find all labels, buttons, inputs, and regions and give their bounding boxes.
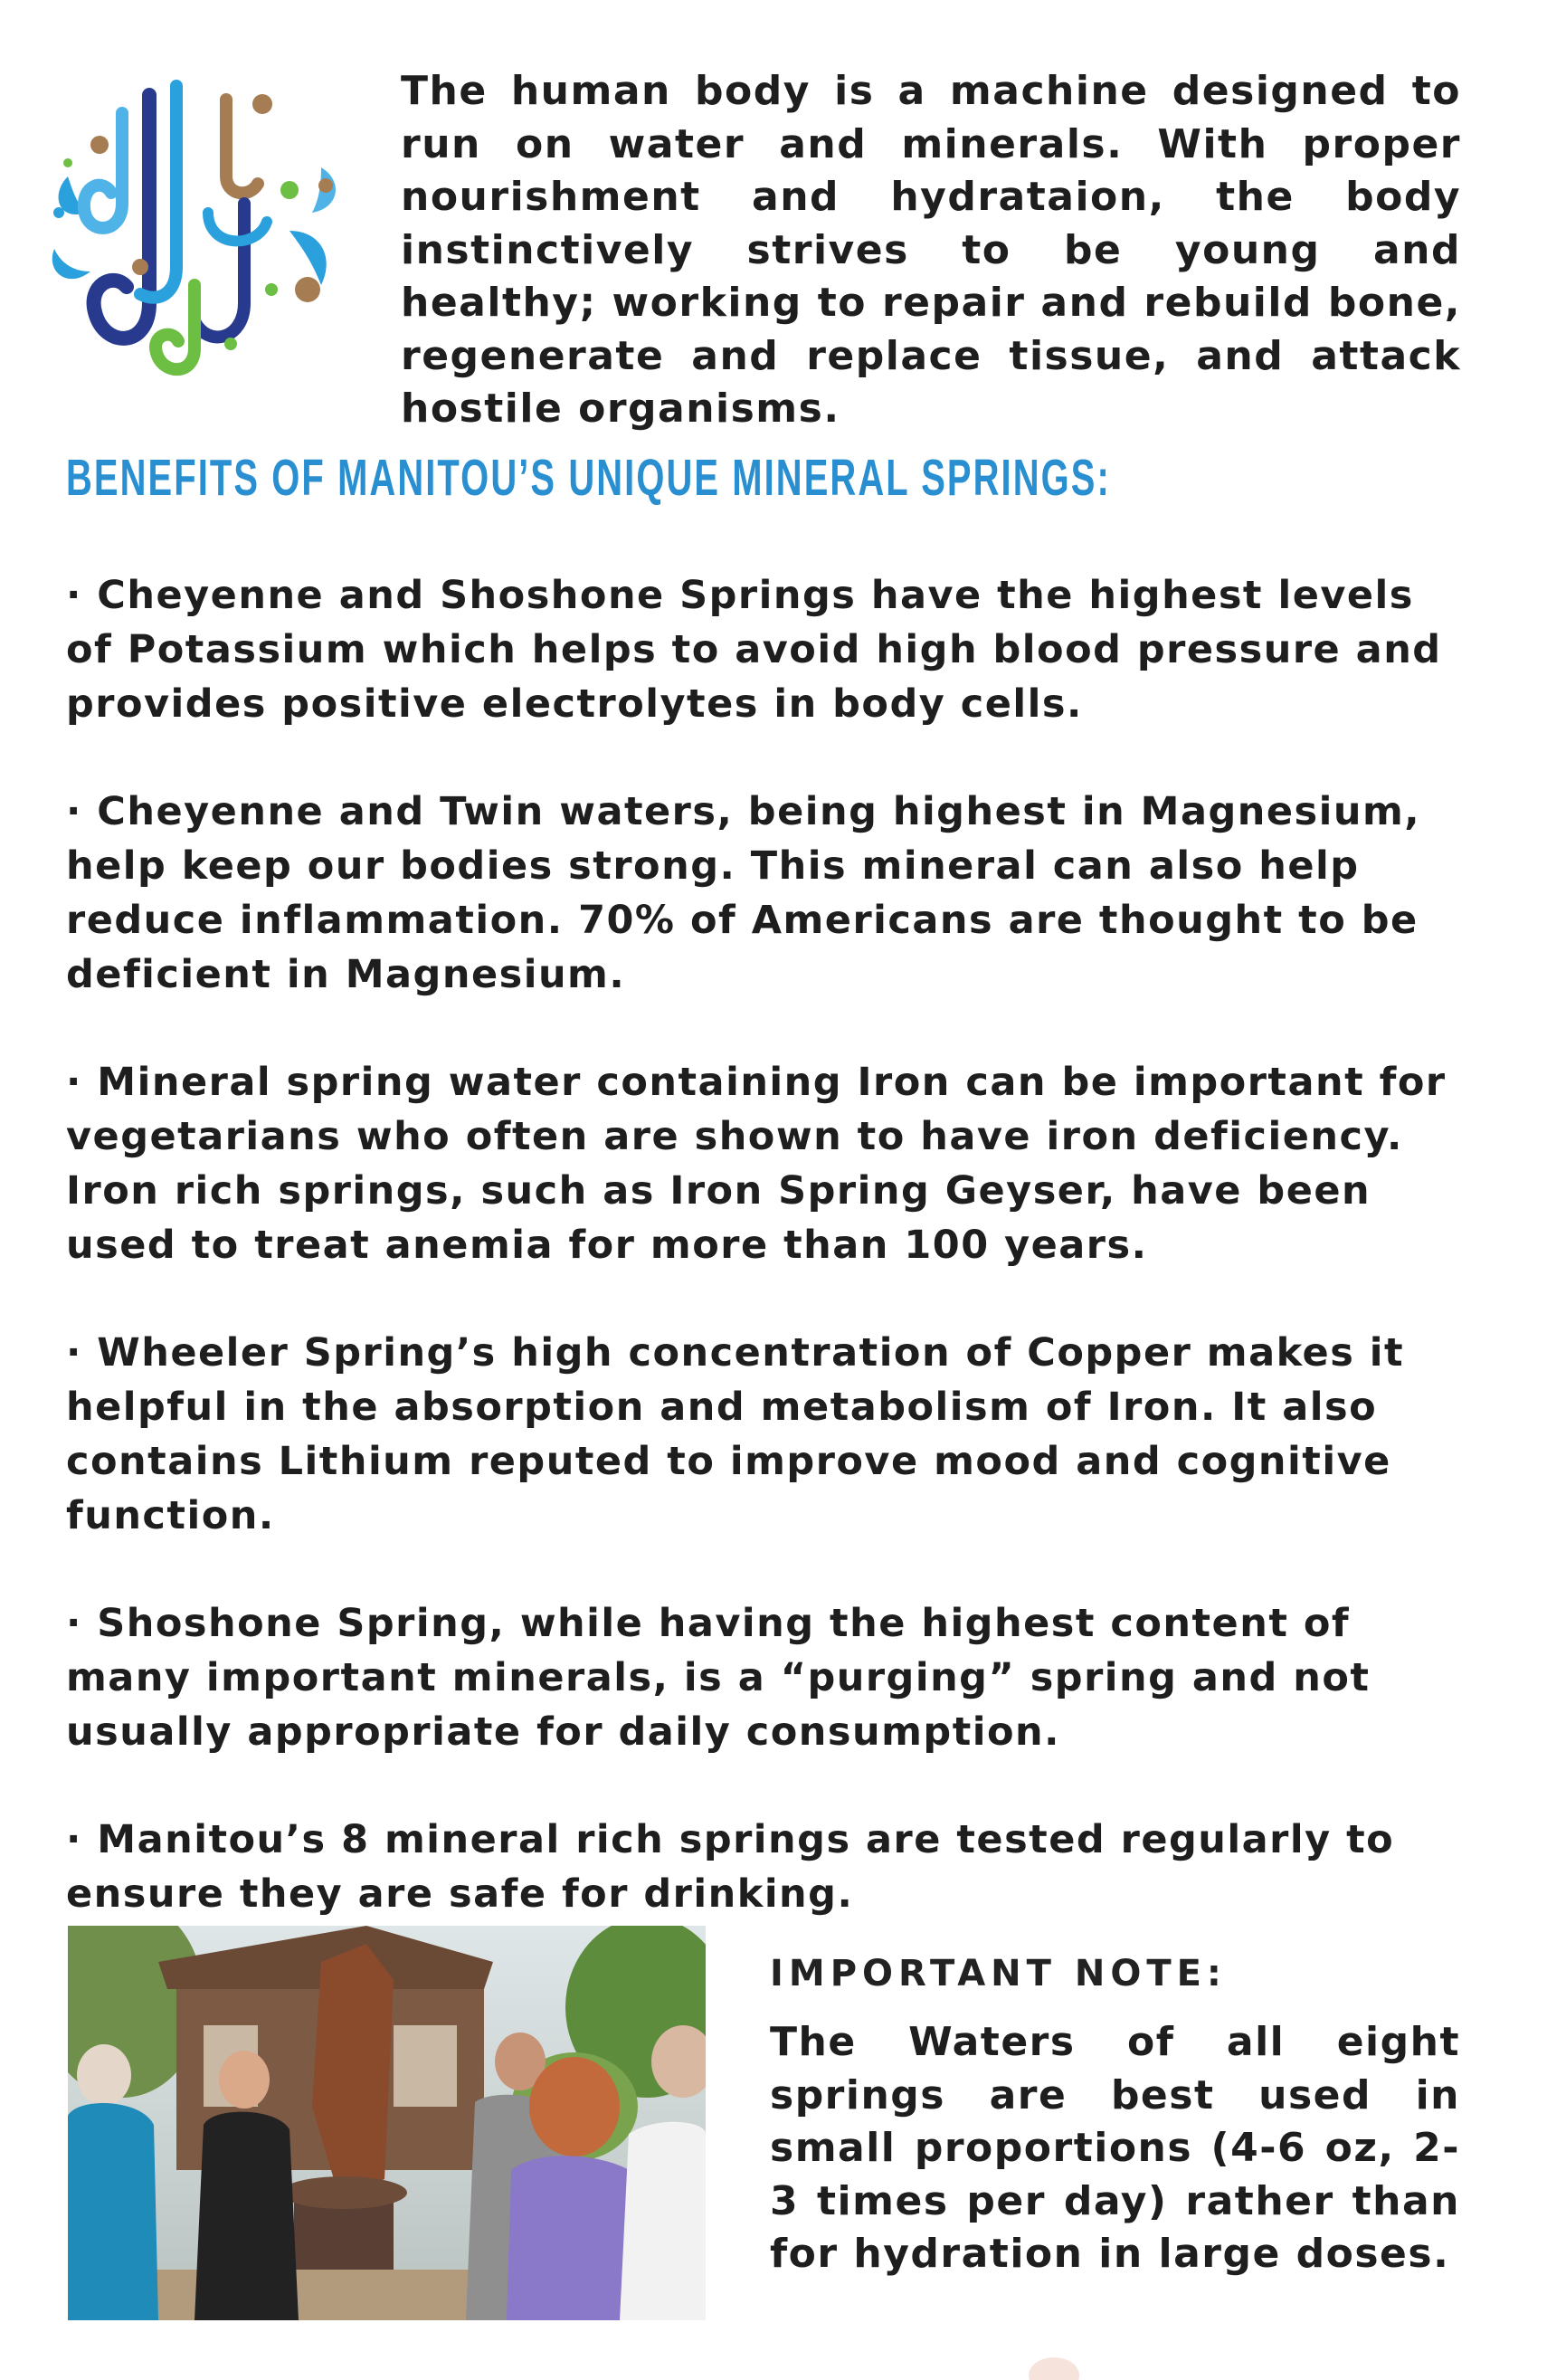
springs-logo <box>50 77 344 380</box>
person-dress <box>195 2112 299 2320</box>
important-note-body: The Waters of all eight springs are best used in small proportions (4-6 oz, 2-3 times per day) rather than for hydration in large doses. <box>770 2019 1460 2277</box>
benefit-item: · Shoshone Spring, while having the highest content of many important minerals, is a “purging” spring and not usually appropriate for daily consumption. <box>66 1601 1371 1755</box>
person-head <box>219 2051 270 2109</box>
dot-green-2 <box>63 158 72 167</box>
fountain-bowl <box>280 2176 407 2209</box>
benefit-item: · Manitou’s 8 mineral rich springs are tested regularly to ensure they are safe for drinking. <box>66 1817 1395 1917</box>
benefit-item: · Cheyenne and Twin waters, being highest in Magnesium, help keep our bodies strong. This mineral can also help reduce inflammation. 70% of Americans are thought to be deficient in Magnesium. <box>66 789 1421 997</box>
splash-right-drop-2 <box>289 231 327 285</box>
person-head <box>77 2044 131 2106</box>
dot-green-1 <box>280 181 299 199</box>
gazebo-window <box>394 2025 457 2107</box>
dot-brown-4 <box>90 136 109 154</box>
stroke-navy-2 <box>195 204 244 337</box>
benefits-list <box>66 568 1464 1975</box>
dot-brown-5 <box>132 259 148 275</box>
dot-brown-2 <box>318 178 333 193</box>
benefit-item: · Mineral spring water containing Iron can be important for vegetarians who often are shown to have iron deficiency. Iron rich springs, such as Iron Spring Geyser, have been used to treat anemia for more than 100 years. <box>66 1060 1447 1268</box>
person-shirt <box>620 2122 706 2320</box>
dot-green-4 <box>224 338 237 350</box>
stroke-brown-1 <box>226 100 258 193</box>
dot-blue-1 <box>53 207 64 218</box>
splash-left-drop-2 <box>52 249 90 279</box>
benefit-item: · Cheyenne and Shoshone Springs have the highest levels of Potassium which helps to avoid high blood pressure and provides positive electrolytes in body cells. <box>66 573 1442 727</box>
decorative-splash-mark <box>1018 2344 1090 2380</box>
dot-brown-3 <box>295 277 320 302</box>
benefits-heading: BENEFITS OF MANITOU’S UNIQUE MINERAL SPRINGS: <box>66 449 1111 507</box>
stroke-sky-1 <box>208 213 267 241</box>
important-note-title: IMPORTANT NOTE: <box>770 1953 1227 1994</box>
spring-tasting-photo <box>68 1926 706 2320</box>
dot-green-3 <box>265 283 278 296</box>
intro-paragraph: The human body is a machine designed to run on water and minerals. With proper nourishment and hydrataion, the body instinctively strives to be young and healthy; working to repair and rebuild bone, regenerate and replace tissue, and attack hostile organisms. <box>401 68 1461 432</box>
dot-brown-1 <box>252 94 272 114</box>
person-head <box>529 2057 620 2156</box>
stroke-blue-2 <box>84 113 122 228</box>
person-blue-sweater <box>68 2103 158 2320</box>
benefit-item: · Wheeler Spring’s high concentration of Copper makes it helpful in the absorption and metabolism of Iron. It also contains Lithium reputed to improve mood and cognitive function. <box>66 1330 1405 1538</box>
